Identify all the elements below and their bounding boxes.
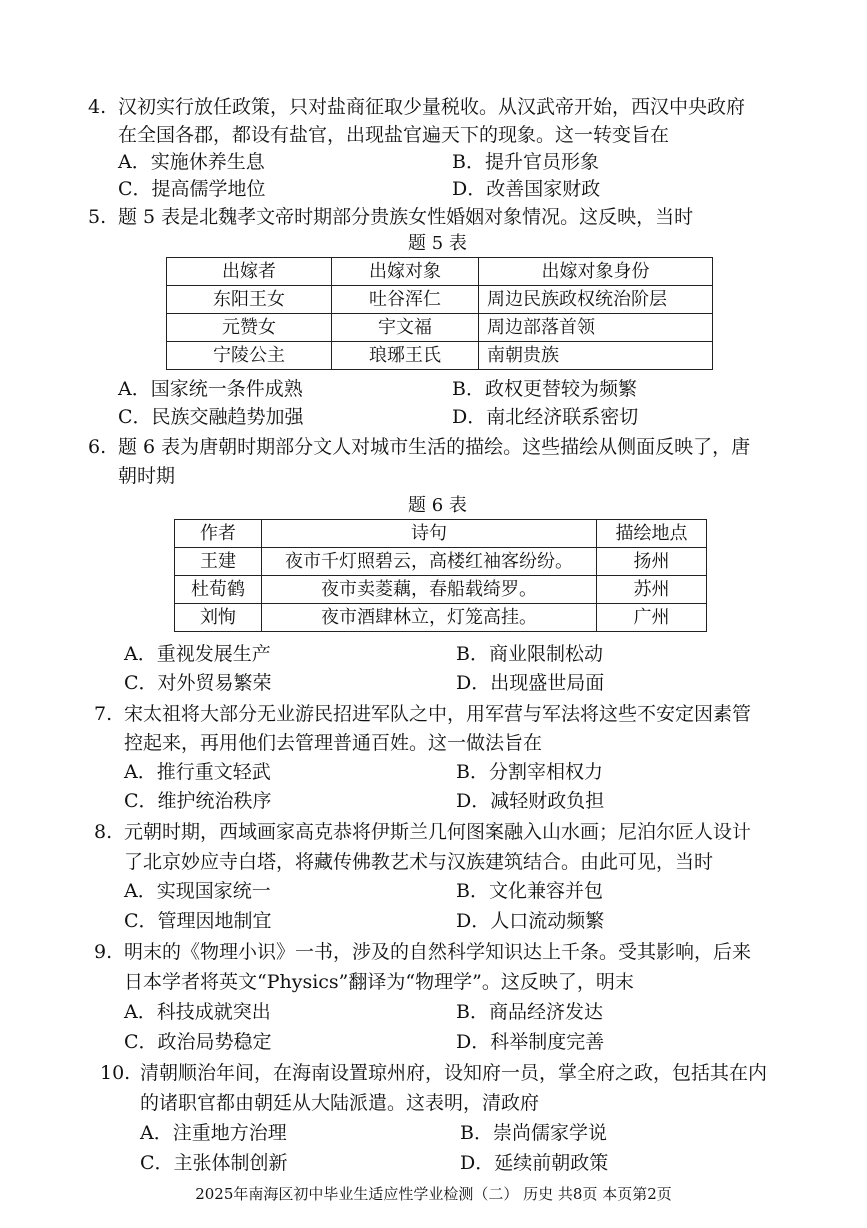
table-cell: 夜市千灯照碧云，高楼红袖客纷纷。	[262, 548, 597, 576]
option-b: B．崇尚儒家学说	[460, 1122, 607, 1144]
table-cell: 广州	[597, 604, 707, 632]
table-cell: 琅琊王氏	[332, 342, 479, 370]
table-row	[167, 286, 713, 314]
question-stem-line: 的诸职官都由朝廷从大陆派遣。这表明，清政府	[140, 1092, 540, 1114]
table-cell: 宇文福	[332, 314, 479, 342]
table-cell: 南朝贵族	[479, 342, 713, 370]
question-number: 5.	[88, 206, 107, 228]
question-number: 9.	[94, 941, 113, 963]
table-cell: 宁陵公主	[167, 342, 332, 370]
question-stem-line: 元朝时期，西域画家高克恭将伊斯兰几何图案融入山水画；尼泊尔匠人设计	[124, 821, 752, 843]
question-stem-line: 清朝顺治年间，在海南设置琼州府，设知府一员，掌全府之政，包括其在内	[140, 1062, 768, 1084]
question-number: 7.	[94, 703, 113, 725]
table-header-cell: 作者	[175, 520, 262, 548]
table-cell: 夜市酒肆林立，灯笼高挂。	[262, 604, 597, 632]
question-stem-line: 宋太祖将大部分无业游民招进军队之中，用军营与军法将这些不安定因素管	[124, 703, 752, 725]
table-cell: 苏州	[597, 576, 707, 604]
option-d: D．减轻财政负担	[456, 790, 605, 812]
table-header-cell: 描绘地点	[597, 520, 707, 548]
table-row	[175, 548, 707, 576]
option-c: C．政治局势稳定	[124, 1031, 272, 1053]
question-stem-line: 控起来，再用他们去管理普通百姓。这一做法旨在	[124, 732, 543, 754]
question-stem-line: 题 5 表是北魏孝文帝时期部分贵族女性婚姻对象情况。这反映，当时	[118, 206, 694, 228]
table-row	[167, 314, 713, 342]
question-stem-line: 在全国各郡，都设有盐官，出现盐官遍天下的现象。这一转变旨在	[118, 124, 670, 146]
option-d: D．南北经济联系密切	[452, 406, 639, 428]
option-c: C．维护统治秩序	[124, 790, 272, 812]
option-d: D．科举制度完善	[456, 1031, 605, 1053]
table-header-row	[175, 520, 707, 548]
option-a: A．推行重文轻武	[124, 761, 271, 783]
table-cell: 夜市卖菱藕，春船载绮罗。	[262, 576, 597, 604]
question-stem-line: 汉初实行放任政策，只对盐商征取少量税收。从汉武帝开始，西汉中央政府	[118, 96, 746, 118]
option-d: D．人口流动频繁	[456, 910, 605, 932]
option-a: A．实现国家统一	[124, 880, 271, 902]
table-cell: 元赞女	[167, 314, 332, 342]
option-b: B．文化兼容并包	[456, 880, 603, 902]
option-c: C．提高儒学地位	[118, 178, 266, 200]
table-header-cell: 诗句	[262, 520, 597, 548]
option-c: C．主张体制创新	[140, 1152, 288, 1174]
question-number: 6.	[88, 436, 107, 458]
table-cell: 王建	[175, 548, 262, 576]
option-b: B．商品经济发达	[456, 1001, 603, 1023]
table-row	[175, 576, 707, 604]
question-number: 10.	[100, 1062, 131, 1084]
question-stem-line: 了北京妙应寺白塔，将藏传佛教艺术与汉族建筑结合。由此可见，当时	[124, 851, 714, 873]
question-stem-line: 明末的《物理小识》一书，涉及的自然科学知识达上千条。受其影响，后来	[124, 941, 752, 963]
option-b: B．分割宰相权力	[456, 761, 603, 783]
question-stem-line: 日本学者将英文“Physics”翻译为“物理学”。这反映了，明末	[124, 971, 634, 993]
table-caption: 题 6 表	[408, 495, 467, 516]
question-number: 8.	[94, 821, 113, 843]
option-a: A．实施休养生息	[118, 151, 265, 173]
page-footer: 2025年南海区初中毕业生适应性学业检测（二） 历史 共8页 本页第2页	[195, 1185, 672, 1203]
option-b: B．政权更替较为频繁	[452, 378, 637, 400]
option-d: D．改善国家财政	[452, 178, 601, 200]
option-c: C．民族交融趋势加强	[118, 406, 304, 428]
table-header-row	[167, 258, 713, 286]
option-a: A．国家统一条件成熟	[118, 378, 303, 400]
table-caption: 题 5 表	[408, 233, 467, 254]
option-c: C．管理因地制宜	[124, 910, 272, 932]
table-cell: 东阳王女	[167, 286, 332, 314]
table-header-cell: 出嫁者	[167, 258, 332, 286]
data-table	[174, 519, 707, 632]
question-stem-line: 朝时期	[118, 465, 176, 487]
option-d: D．延续前朝政策	[460, 1152, 609, 1174]
option-a: A．注重地方治理	[140, 1122, 287, 1144]
table-cell: 刘恂	[175, 604, 262, 632]
table-cell: 周边部落首领	[479, 314, 713, 342]
question-stem-line: 题 6 表为唐朝时期部分文人对城市生活的描绘。这些描绘从侧面反映了，唐	[118, 436, 751, 458]
table-header-cell: 出嫁对象身份	[479, 258, 713, 286]
table-cell: 吐谷浑仁	[332, 286, 479, 314]
table-row	[167, 342, 713, 370]
question-number: 4.	[88, 96, 107, 118]
table-header-cell: 出嫁对象	[332, 258, 479, 286]
option-a: A．重视发展生产	[124, 643, 271, 665]
option-a: A．科技成就突出	[124, 1001, 271, 1023]
table-cell: 周边民族政权统治阶层	[479, 286, 713, 314]
table-row	[175, 604, 707, 632]
data-table	[166, 257, 713, 370]
table-cell: 杜荀鹤	[175, 576, 262, 604]
option-b: B．提升官员形象	[452, 151, 599, 173]
option-c: C．对外贸易繁荣	[124, 672, 272, 694]
option-b: B．商业限制松动	[456, 643, 603, 665]
table-cell: 扬州	[597, 548, 707, 576]
option-d: D．出现盛世局面	[456, 672, 605, 694]
